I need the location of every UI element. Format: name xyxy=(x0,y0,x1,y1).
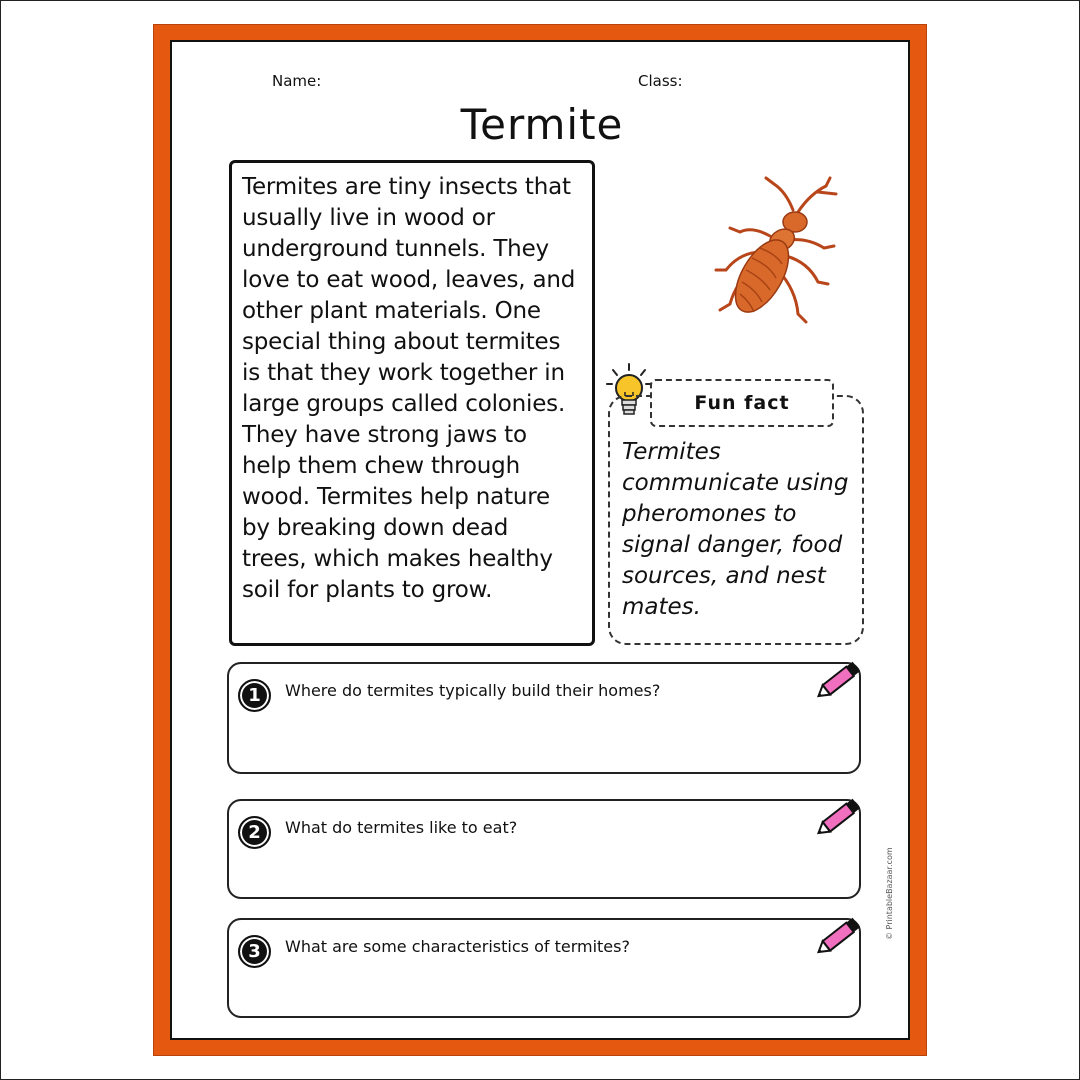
passage-line: is that they work together in xyxy=(242,360,565,386)
passage-line: wood. Termites help nature xyxy=(242,484,550,510)
fun-fact-text xyxy=(622,437,858,623)
question-number-3: 3 xyxy=(238,935,271,968)
question-2-text: What do termites like to eat? xyxy=(285,818,518,837)
question-number-2: 2 xyxy=(238,816,271,849)
question-number-1: 1 xyxy=(238,679,271,712)
passage-line: help them chew through xyxy=(242,453,520,479)
fun-fact-line: pheromones to xyxy=(622,501,797,527)
worksheet-page xyxy=(170,40,910,1040)
copyright-text: © PrintableBazaar.com xyxy=(885,847,894,940)
fun-fact-line: sources, and nest xyxy=(622,563,826,589)
reading-passage xyxy=(229,160,595,646)
question-1-text: Where do termites typically build their homes? xyxy=(285,681,661,700)
fun-fact-heading: Fun fact xyxy=(650,379,834,427)
fun-fact-line: Termites xyxy=(622,439,721,465)
fun-fact-line: communicate using xyxy=(622,470,849,496)
question-3-text: What are some characteristics of termites? xyxy=(285,937,630,956)
fun-fact-line: signal danger, food xyxy=(622,532,843,558)
passage-line: special thing about termites xyxy=(242,329,561,355)
passage-line: by breaking down dead xyxy=(242,515,509,541)
question-2-answer-box[interactable] xyxy=(227,799,861,899)
fun-fact-line: mates. xyxy=(622,594,701,620)
question-3-answer-box[interactable] xyxy=(227,918,861,1018)
name-label: Name: xyxy=(272,72,322,90)
pencil-icon xyxy=(811,793,867,841)
page-title: Termite xyxy=(460,100,624,149)
passage-line: They have strong jaws to xyxy=(242,422,527,448)
passage-line: Termites are tiny insects that xyxy=(242,174,571,200)
passage-line: usually live in wood or xyxy=(242,205,495,231)
pencil-icon xyxy=(811,656,867,704)
passage-line: large groups called colonies. xyxy=(242,391,566,417)
passage-line: other plant materials. One xyxy=(242,298,541,324)
passage-line: underground tunnels. They xyxy=(242,236,549,262)
passage-line: love to eat wood, leaves, and xyxy=(242,267,576,293)
pencil-icon xyxy=(811,912,867,960)
class-label: Class: xyxy=(638,72,683,90)
question-1-answer-box[interactable] xyxy=(227,662,861,774)
passage-line: trees, which makes healthy xyxy=(242,546,553,572)
worksheet-border xyxy=(153,24,927,1056)
termite-icon xyxy=(678,172,858,342)
passage-line: soil for plants to grow. xyxy=(242,577,493,603)
